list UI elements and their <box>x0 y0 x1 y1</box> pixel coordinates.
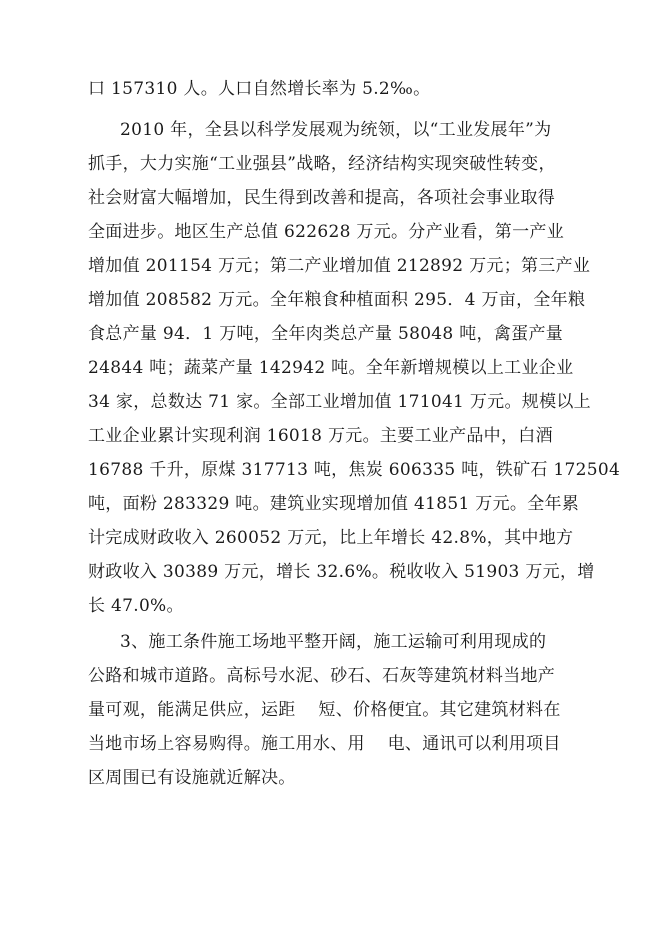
text-line: 量可观，能满足供应，运距 短、价格便宜。其它建筑材料在 <box>88 700 561 720</box>
text-line: 口 157310 人。人口自然增长率为 5.2‰。 <box>88 79 431 99</box>
text-line: 16788 千升，原煤 317713 吨，焦炭 606335 吨，铁矿石 172504 <box>88 460 621 480</box>
text-line: 增加值 208582 万元。全年粮食种植面积 295．4 万亩，全年粮 <box>88 290 586 310</box>
text-line: 长 47.0%。 <box>88 596 184 616</box>
text-line: 工业企业累计实现利润 16018 万元。主要工业产品中，白酒 <box>88 426 553 446</box>
text-line: 抓手，大力实施“工业强县”战略，经济结构实现突破性转变， <box>88 154 556 174</box>
text-line: 当地市场上容易购得。施工用水、用 电、通讯可以利用项目 <box>88 734 561 754</box>
text-line: 全面进步。地区生产总值 622628 万元。分产业看，第一产业 <box>88 222 565 242</box>
text-line: 增加值 201154 万元；第二产业增加值 212892 万元；第三产业 <box>88 256 591 276</box>
text-line: 区周围已有设施就近解决。 <box>88 768 296 788</box>
text-line: 计完成财政收入 260052 万元，比上年增长 42.8%，其中地方 <box>88 528 574 548</box>
text-line: 24844 吨；蔬菜产量 142942 吨。全年新增规模以上工业企业 <box>88 358 574 378</box>
text-line: 食总产量 94．1 万吨，全年肉类总产量 58048 吨，禽蛋产量 <box>88 324 564 344</box>
paragraph-first-line: 2010 年，全县以科学发展观为统领，以“工业发展年”为 <box>120 120 552 140</box>
text-line: 财政收入 30389 万元，增长 32.6%。税收收入 51903 万元，增 <box>88 562 595 582</box>
text-line: 吨，面粉 283329 吨。建筑业实现增加值 41851 万元。全年累 <box>88 494 580 514</box>
paragraph-first-line: 3、施工条件施工场地平整开阔，施工运输可利用现成的 <box>120 632 547 652</box>
text-line: 公路和城市道路。高标号水泥、砂石、石灰等建筑材料当地产 <box>88 666 556 686</box>
text-line: 社会财富大幅增加，民生得到改善和提高，各项社会事业取得 <box>88 188 556 208</box>
text-line: 34 家，总数达 71 家。全部工业增加值 171041 万元。规模以上 <box>88 392 591 412</box>
